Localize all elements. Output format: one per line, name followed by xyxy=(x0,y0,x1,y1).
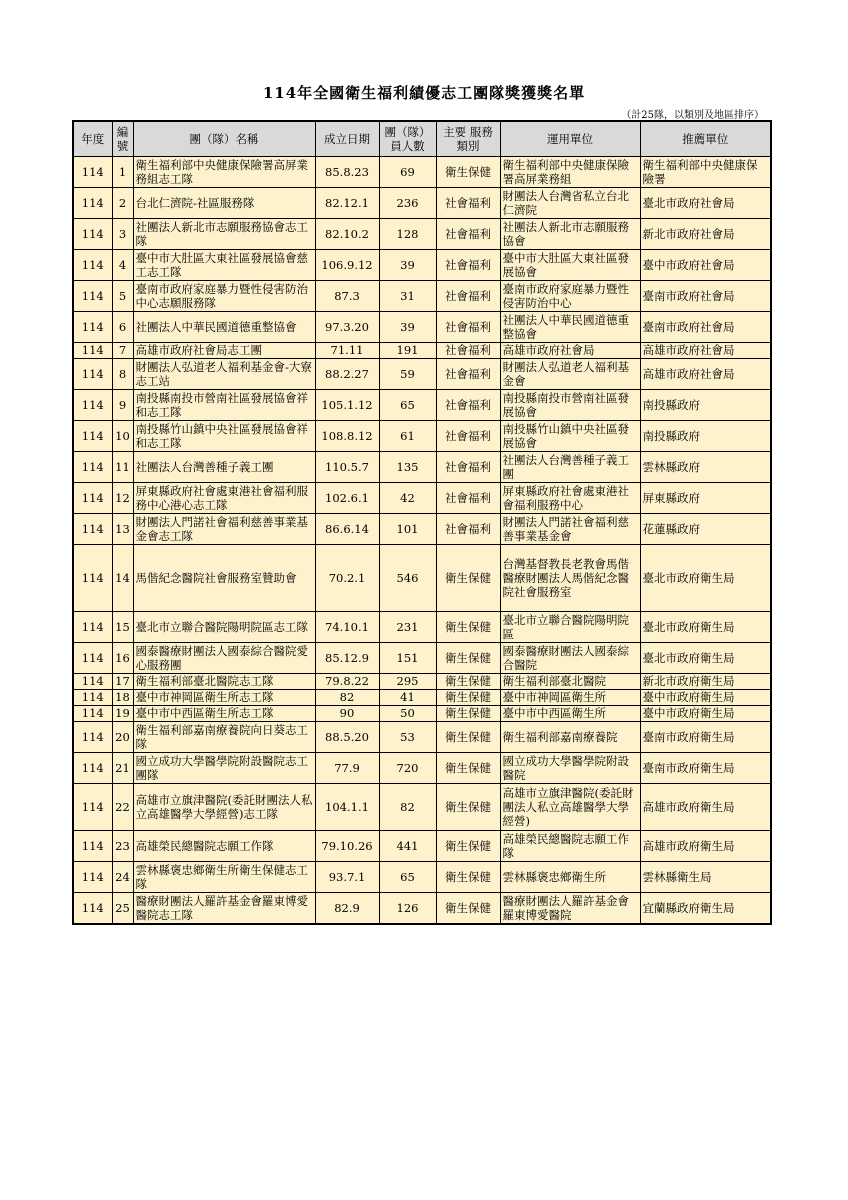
cell-category: 社會福利 xyxy=(436,421,500,452)
cell-recommend: 臺北市政府社會局 xyxy=(640,188,771,219)
header-category: 主要 服務類別 xyxy=(436,121,500,157)
cell-org: 南投縣竹山鎮中央社區發展協會 xyxy=(500,421,640,452)
cell-org: 臺中市神岡區衛生所 xyxy=(500,690,640,706)
cell-org: 高雄市政府社會局 xyxy=(500,343,640,359)
cell-team: 高雄市政府社會局志工團 xyxy=(133,343,315,359)
cell-recommend: 南投縣政府 xyxy=(640,421,771,452)
cell-category: 社會福利 xyxy=(436,452,500,483)
cell-team: 高雄市立旗津醫院(委託財團法人私立高雄醫學大學經營)志工隊 xyxy=(133,784,315,831)
cell-recommend: 高雄市政府衛生局 xyxy=(640,831,771,862)
cell-category: 社會福利 xyxy=(436,514,500,545)
cell-year: 114 xyxy=(73,753,112,784)
cell-category: 社會福利 xyxy=(436,281,500,312)
cell-recommend: 雲林縣衛生局 xyxy=(640,862,771,893)
cell-category: 衛生保健 xyxy=(436,862,500,893)
cell-no: 2 xyxy=(112,188,133,219)
table-row xyxy=(73,722,771,753)
cell-members: 720 xyxy=(379,753,436,784)
cell-category: 衛生保健 xyxy=(436,674,500,690)
cell-members: 65 xyxy=(379,390,436,421)
cell-date: 77.9 xyxy=(315,753,379,784)
cell-members: 42 xyxy=(379,483,436,514)
cell-org: 屏東縣政府社會處東港社會福利服務中心 xyxy=(500,483,640,514)
cell-members: 41 xyxy=(379,690,436,706)
table-row xyxy=(73,784,771,831)
cell-date: 90 xyxy=(315,706,379,722)
cell-year: 114 xyxy=(73,188,112,219)
cell-year: 114 xyxy=(73,452,112,483)
cell-no: 16 xyxy=(112,643,133,674)
cell-org: 衛生福利部嘉南療養院 xyxy=(500,722,640,753)
cell-members: 101 xyxy=(379,514,436,545)
cell-recommend: 臺南市政府衛生局 xyxy=(640,753,771,784)
cell-members: 191 xyxy=(379,343,436,359)
table-row xyxy=(73,452,771,483)
cell-category: 衛生保健 xyxy=(436,545,500,612)
table-row xyxy=(73,343,771,359)
cell-recommend: 屏東縣政府 xyxy=(640,483,771,514)
cell-no: 19 xyxy=(112,706,133,722)
cell-members: 441 xyxy=(379,831,436,862)
cell-category: 社會福利 xyxy=(436,250,500,281)
cell-category: 衛生保健 xyxy=(436,831,500,862)
cell-no: 17 xyxy=(112,674,133,690)
cell-no: 8 xyxy=(112,359,133,390)
cell-no: 25 xyxy=(112,893,133,925)
cell-team: 馬偕紀念醫院社會服務室贊助會 xyxy=(133,545,315,612)
cell-recommend: 臺南市政府社會局 xyxy=(640,281,771,312)
header-org: 運用單位 xyxy=(500,121,640,157)
cell-members: 82 xyxy=(379,784,436,831)
table-row xyxy=(73,674,771,690)
cell-org: 高雄榮民總醫院志願工作隊 xyxy=(500,831,640,862)
cell-date: 82 xyxy=(315,690,379,706)
table-row xyxy=(73,643,771,674)
cell-team: 臺中市大肚區大東社區發展協會慈工志工隊 xyxy=(133,250,315,281)
cell-members: 69 xyxy=(379,157,436,188)
cell-no: 15 xyxy=(112,612,133,643)
cell-date: 105.1.12 xyxy=(315,390,379,421)
cell-date: 110.5.7 xyxy=(315,452,379,483)
cell-no: 4 xyxy=(112,250,133,281)
cell-org: 社團法人中華民國道德重整協會 xyxy=(500,312,640,343)
table-row xyxy=(73,831,771,862)
cell-recommend: 花蓮縣政府 xyxy=(640,514,771,545)
cell-org: 南投縣南投市營南社區發展協會 xyxy=(500,390,640,421)
cell-date: 87.3 xyxy=(315,281,379,312)
cell-date: 74.10.1 xyxy=(315,612,379,643)
cell-recommend: 臺北市政府衛生局 xyxy=(640,643,771,674)
cell-category: 衛生保健 xyxy=(436,706,500,722)
cell-year: 114 xyxy=(73,784,112,831)
cell-category: 衛生保健 xyxy=(436,690,500,706)
table-row xyxy=(73,706,771,722)
cell-team: 社團法人新北市志願服務協會志工隊 xyxy=(133,219,315,250)
table-row xyxy=(73,250,771,281)
cell-team: 社團法人中華民國道德重整協會 xyxy=(133,312,315,343)
cell-date: 88.5.20 xyxy=(315,722,379,753)
cell-year: 114 xyxy=(73,421,112,452)
cell-date: 70.2.1 xyxy=(315,545,379,612)
cell-category: 衛生保健 xyxy=(436,157,500,188)
table-row xyxy=(73,514,771,545)
cell-year: 114 xyxy=(73,359,112,390)
cell-team: 國立成功大學醫學院附設醫院志工團隊 xyxy=(133,753,315,784)
cell-category: 社會福利 xyxy=(436,483,500,514)
cell-date: 85.8.23 xyxy=(315,157,379,188)
cell-org: 臺中市大肚區大東社區發展協會 xyxy=(500,250,640,281)
cell-members: 59 xyxy=(379,359,436,390)
header-team: 團（隊）名稱 xyxy=(133,121,315,157)
cell-year: 114 xyxy=(73,545,112,612)
cell-org: 高雄市立旗津醫院(委託財團法人私立高雄醫學大學經營) xyxy=(500,784,640,831)
cell-date: 97.3.20 xyxy=(315,312,379,343)
table-row xyxy=(73,862,771,893)
cell-date: 82.12.1 xyxy=(315,188,379,219)
cell-category: 衛生保健 xyxy=(436,784,500,831)
cell-category: 社會福利 xyxy=(436,359,500,390)
table-row xyxy=(73,359,771,390)
cell-year: 114 xyxy=(73,343,112,359)
cell-year: 114 xyxy=(73,157,112,188)
cell-no: 10 xyxy=(112,421,133,452)
cell-members: 65 xyxy=(379,862,436,893)
header-recommend: 推薦單位 xyxy=(640,121,771,157)
table-row xyxy=(73,483,771,514)
cell-year: 114 xyxy=(73,514,112,545)
count-note: （計25隊，以類別及地區排序） xyxy=(621,110,764,121)
cell-year: 114 xyxy=(73,390,112,421)
cell-recommend: 新北市政府衛生局 xyxy=(640,674,771,690)
cell-date: 88.2.27 xyxy=(315,359,379,390)
table-row xyxy=(73,281,771,312)
cell-recommend: 臺北市政府衛生局 xyxy=(640,545,771,612)
cell-members: 126 xyxy=(379,893,436,925)
cell-date: 104.1.1 xyxy=(315,784,379,831)
cell-team: 臺北市立聯合醫院陽明院區志工隊 xyxy=(133,612,315,643)
cell-category: 社會福利 xyxy=(436,343,500,359)
cell-team: 屏東縣政府社會處東港社會福利服務中心港心志工隊 xyxy=(133,483,315,514)
cell-date: 79.8.22 xyxy=(315,674,379,690)
cell-members: 39 xyxy=(379,250,436,281)
table-row xyxy=(73,690,771,706)
cell-members: 128 xyxy=(379,219,436,250)
table-row xyxy=(73,893,771,925)
cell-category: 衛生保健 xyxy=(436,612,500,643)
table-body xyxy=(73,157,771,925)
cell-category: 衛生保健 xyxy=(436,893,500,925)
page-title: 114年全國衛生福利績優志工團隊獎獲獎名單 xyxy=(262,84,586,102)
table-row xyxy=(73,753,771,784)
cell-team: 社團法人台灣善種子義工團 xyxy=(133,452,315,483)
cell-recommend: 高雄市政府衛生局 xyxy=(640,784,771,831)
header-year: 年度 xyxy=(73,121,112,157)
cell-team: 高雄榮民總醫院志願工作隊 xyxy=(133,831,315,862)
cell-org: 臺北市立聯合醫院陽明院區 xyxy=(500,612,640,643)
header-date: 成立日期 xyxy=(315,121,379,157)
cell-members: 39 xyxy=(379,312,436,343)
cell-org: 台灣基督教長老教會馬偕醫療財團法人馬偕紀念醫院社會服務室 xyxy=(500,545,640,612)
cell-org: 財團法人台灣省私立台北仁濟院 xyxy=(500,188,640,219)
cell-category: 社會福利 xyxy=(436,390,500,421)
cell-date: 82.9 xyxy=(315,893,379,925)
cell-recommend: 臺北市政府衛生局 xyxy=(640,612,771,643)
cell-year: 114 xyxy=(73,643,112,674)
cell-category: 社會福利 xyxy=(436,188,500,219)
cell-no: 20 xyxy=(112,722,133,753)
cell-no: 9 xyxy=(112,390,133,421)
cell-year: 114 xyxy=(73,862,112,893)
cell-members: 50 xyxy=(379,706,436,722)
table-row xyxy=(73,188,771,219)
cell-team: 南投縣南投市營南社區發展協會祥和志工隊 xyxy=(133,390,315,421)
cell-no: 18 xyxy=(112,690,133,706)
cell-members: 236 xyxy=(379,188,436,219)
cell-year: 114 xyxy=(73,250,112,281)
cell-date: 79.10.26 xyxy=(315,831,379,862)
cell-no: 22 xyxy=(112,784,133,831)
cell-team: 衛生福利部臺北醫院志工隊 xyxy=(133,674,315,690)
cell-no: 14 xyxy=(112,545,133,612)
cell-year: 114 xyxy=(73,893,112,925)
table-row xyxy=(73,157,771,188)
cell-category: 衛生保健 xyxy=(436,753,500,784)
cell-recommend: 臺中市政府社會局 xyxy=(640,250,771,281)
table-row xyxy=(73,219,771,250)
cell-org: 社團法人新北市志願服務協會 xyxy=(500,219,640,250)
cell-no: 1 xyxy=(112,157,133,188)
cell-recommend: 新北市政府社會局 xyxy=(640,219,771,250)
award-table xyxy=(72,120,772,925)
cell-year: 114 xyxy=(73,831,112,862)
cell-year: 114 xyxy=(73,612,112,643)
cell-no: 13 xyxy=(112,514,133,545)
cell-org: 臺中市中西區衛生所 xyxy=(500,706,640,722)
cell-year: 114 xyxy=(73,219,112,250)
cell-members: 135 xyxy=(379,452,436,483)
cell-year: 114 xyxy=(73,312,112,343)
table-row xyxy=(73,545,771,612)
cell-date: 82.10.2 xyxy=(315,219,379,250)
cell-team: 醫療財團法人羅許基金會羅東博愛醫院志工隊 xyxy=(133,893,315,925)
cell-team: 臺中市中西區衛生所志工隊 xyxy=(133,706,315,722)
table-row xyxy=(73,390,771,421)
table-row xyxy=(73,312,771,343)
cell-date: 85.12.9 xyxy=(315,643,379,674)
cell-members: 53 xyxy=(379,722,436,753)
cell-date: 106.9.12 xyxy=(315,250,379,281)
cell-year: 114 xyxy=(73,674,112,690)
cell-date: 71.11 xyxy=(315,343,379,359)
cell-org: 國泰醫療財團法人國泰綜合醫院 xyxy=(500,643,640,674)
header-no: 編號 xyxy=(112,121,133,157)
cell-no: 7 xyxy=(112,343,133,359)
cell-members: 61 xyxy=(379,421,436,452)
cell-team: 財團法人門諾社會福利慈善事業基金會志工隊 xyxy=(133,514,315,545)
cell-team: 衛生福利部中央健康保險署高屏業務組志工隊 xyxy=(133,157,315,188)
cell-year: 114 xyxy=(73,690,112,706)
cell-org: 雲林縣褒忠鄉衛生所 xyxy=(500,862,640,893)
cell-team: 雲林縣褒忠鄉衛生所衛生保健志工隊 xyxy=(133,862,315,893)
cell-no: 23 xyxy=(112,831,133,862)
cell-year: 114 xyxy=(73,483,112,514)
cell-team: 南投縣竹山鎮中央社區發展協會祥和志工隊 xyxy=(133,421,315,452)
cell-category: 社會福利 xyxy=(436,312,500,343)
cell-team: 臺南市政府家庭暴力暨性侵害防治中心志願服務隊 xyxy=(133,281,315,312)
cell-members: 231 xyxy=(379,612,436,643)
cell-no: 21 xyxy=(112,753,133,784)
cell-members: 31 xyxy=(379,281,436,312)
cell-date: 93.7.1 xyxy=(315,862,379,893)
cell-date: 108.8.12 xyxy=(315,421,379,452)
cell-members: 295 xyxy=(379,674,436,690)
cell-year: 114 xyxy=(73,722,112,753)
cell-category: 社會福利 xyxy=(436,219,500,250)
cell-no: 11 xyxy=(112,452,133,483)
cell-date: 102.6.1 xyxy=(315,483,379,514)
header-members: 團（隊）員人數 xyxy=(379,121,436,157)
cell-org: 財團法人門諾社會福利慈善事業基金會 xyxy=(500,514,640,545)
cell-date: 86.6.14 xyxy=(315,514,379,545)
table-row xyxy=(73,421,771,452)
cell-team: 臺中市神岡區衛生所志工隊 xyxy=(133,690,315,706)
cell-team: 財團法人弘道老人福利基金會-大寮志工站 xyxy=(133,359,315,390)
cell-team: 衛生福利部嘉南療養院向日葵志工隊 xyxy=(133,722,315,753)
cell-org: 財團法人弘道老人福利基金會 xyxy=(500,359,640,390)
cell-category: 衛生保健 xyxy=(436,643,500,674)
cell-members: 151 xyxy=(379,643,436,674)
cell-org: 衛生福利部中央健康保險署高屏業務組 xyxy=(500,157,640,188)
cell-recommend: 臺南市政府社會局 xyxy=(640,312,771,343)
cell-org: 醫療財團法人羅許基金會羅東博愛醫院 xyxy=(500,893,640,925)
cell-recommend: 臺南市政府衛生局 xyxy=(640,722,771,753)
cell-recommend: 衛生福利部中央健康保險署 xyxy=(640,157,771,188)
cell-no: 24 xyxy=(112,862,133,893)
cell-recommend: 宜蘭縣政府衛生局 xyxy=(640,893,771,925)
cell-org: 衛生福利部臺北醫院 xyxy=(500,674,640,690)
cell-no: 6 xyxy=(112,312,133,343)
cell-no: 12 xyxy=(112,483,133,514)
cell-recommend: 南投縣政府 xyxy=(640,390,771,421)
cell-recommend: 臺中市政府衛生局 xyxy=(640,690,771,706)
cell-no: 5 xyxy=(112,281,133,312)
cell-category: 衛生保健 xyxy=(436,722,500,753)
cell-recommend: 雲林縣政府 xyxy=(640,452,771,483)
table-header-row xyxy=(73,121,771,157)
cell-team: 台北仁濟院-社區服務隊 xyxy=(133,188,315,219)
cell-year: 114 xyxy=(73,281,112,312)
table-row xyxy=(73,612,771,643)
cell-recommend: 高雄市政府社會局 xyxy=(640,343,771,359)
cell-team: 國泰醫療財團法人國泰綜合醫院愛心服務團 xyxy=(133,643,315,674)
cell-members: 546 xyxy=(379,545,436,612)
cell-no: 3 xyxy=(112,219,133,250)
cell-org: 臺南市政府家庭暴力暨性侵害防治中心 xyxy=(500,281,640,312)
cell-org: 社團法人台灣善種子義工團 xyxy=(500,452,640,483)
cell-recommend: 臺中市政府衛生局 xyxy=(640,706,771,722)
cell-org: 國立成功大學醫學院附設醫院 xyxy=(500,753,640,784)
cell-recommend: 高雄市政府社會局 xyxy=(640,359,771,390)
cell-year: 114 xyxy=(73,706,112,722)
